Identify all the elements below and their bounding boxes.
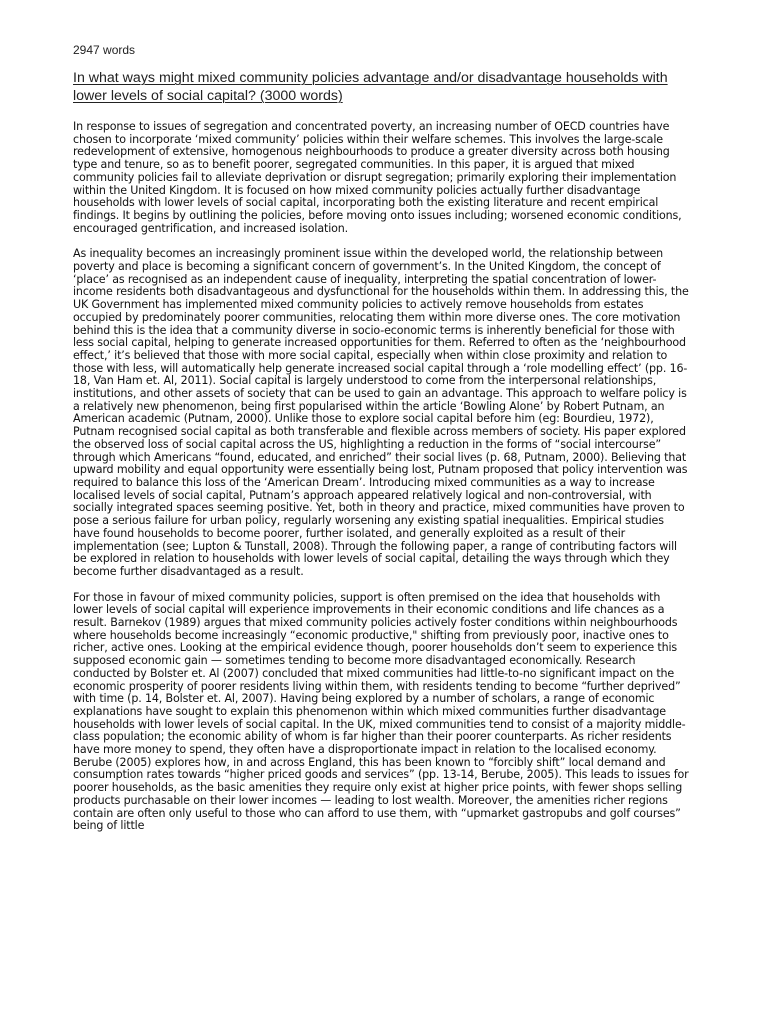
paragraph-intro: In response to issues of segregation and concentrated poverty, an increasing number of OECD countries have chosen to incorporate ‘mixed community’ policies within their welfare schemes. This involves the large-scale redevelopment of extensive, homogenous neighbourhoods to produce a greater diversity across both housing type and tenure, so as to benefit poorer, segregated communities. In this paper, it is argued that mixed community policies fail to alleviate deprivation or disrupt segregation; primarily exploring their implementation within the United Kingdom. It is focused on how mixed community policies actually further disadvantage households with lower levels of social capital, incorporating both the existing literature and recent empirical findings. It begins by outlining the policies, before moving onto issues including; worsened economic conditions, encouraged gentrification, and increased isolation. [73,120,682,235]
paragraph-economic: For those in favour of mixed community policies, support is often premised on the idea that households with lower levels of social capital will experience improvements in their economic conditions and life chances as a result. Barnekov (1989) argues that mixed community policies actively foster conditions within neighbourhoods where households become increasingly “economic productive," shifting from previously poor, inactive ones to richer, active ones. Looking at the empirical evidence though, poorer households don’t seem to experience this supposed economic gain — sometimes tending to become more disadvantaged economically. Research conducted by Bolster et. Al (2007) concluded that mixed communities had little-to-no significant impact on the economic prosperity of poorer residents living within them, with residents tending to become “further deprived” with time (p. 14, Bolster et. Al, 2007). Having being explored by a number of scholars, a range of economic explanations have sought to explain this phenomenon within which mixed communities further disadvantage households with lower levels of social capital. In the UK, mixed communities tend to consist of a majority middle-class population; the economic ability of whom is far higher than their poorer counterparts. As richer residents have more money to spend, they often have a disproportionate impact in relation to the localised economy. Berube (2005) explores how, in and across England, this has been known to “forcibly shift” local demand and consumption rates towards “higher priced goods and services” (pp. 13-14, Berube, 2005). This leads to issues for poorer households, as the basic amenities they require only exist at higher price points, with fewer shops selling products purchasable on their lower incomes — leading to lost wealth. Moreover, the amenities richer regions contain are often only useful to those who can afford to use them, with “upmarket gastropubs and golf courses” being of little [73,590,689,833]
paragraph-background: As inequality becomes an increasingly prominent issue within the developed world, the relationship between poverty and place is becoming a significant concern of government’s. In the United Kingdom, the concept of ‘place’ as recognised as an independent cause of inequality, interpreting the spatial concentration of lower-income residents both disadvantageous and dysfunctional for the households within them. In addressing this, the UK Government has implemented mixed community policies to actively remove households from estates occupied by predominately poorer communities, relocating them within more diverse ones. The core motivation behind this is the idea that a community diverse in socio-economic terms is inherently beneficial for those with less social capital, helping to generate increased opportunities for them. Referred to often as the ‘neighbourhood effect,’ it’s believed that those with more social capital, especially when within close proximity and relation to those with less, will automatically help generate increased social capital through a ‘role modelling effect’ (pp. 16-18, Van Ham et. Al, 2011). Social capital is largely understood to come from the interpersonal relationships, institutions, and other assets of society that can be used to gain an advantage. This approach to welfare policy is a relatively new phenomenon, being first popularised within the article ‘Bowling Alone’ by Robert Putnam, an American academic (Putnam, 2000). Unlike those to explore social capital before him (eg: Bourdieu, 1972), Putnam recognised social capital as both transferable and flexible across members of society. His paper explored the observed loss of social capital across the US, highlighting a reduction in the forms of “social intercourse” through which Americans “found, educated, and enriched” their social lives (p. 68, Putnam, 2000). Believing that upward mobility and equal opportunity were essentially being lost, Putnam proposed that policy intervention was required to balance this loss of the ‘American Dream’. Introducing mixed communities as a way to increase localised levels of social capital, Putnam’s approach appeared relatively logical and non-controversial, with socially integrated spaces seeming positive. Yet, both in theory and practice, mixed communities have proven to pose a serious failure for urban policy, regularly worsening any existing spatial inequalities. Empirical studies have found households to become poorer, further isolated, and generally exploited as a result of their implementation (see; Lupton & Tunstall, 2008). Through the following paper, a range of contributing factors will be explored in relation to households with lower levels of social capital, detailing the ways through which they become further disadvantaged as a result. [73,247,689,578]
essay-title: In what ways might mixed community policies advantage and/or disadvantage households with lower levels of social capital? (3000 words) [73,70,668,104]
word-count: 2947 words [73,43,136,57]
essay-body [73,121,691,846]
